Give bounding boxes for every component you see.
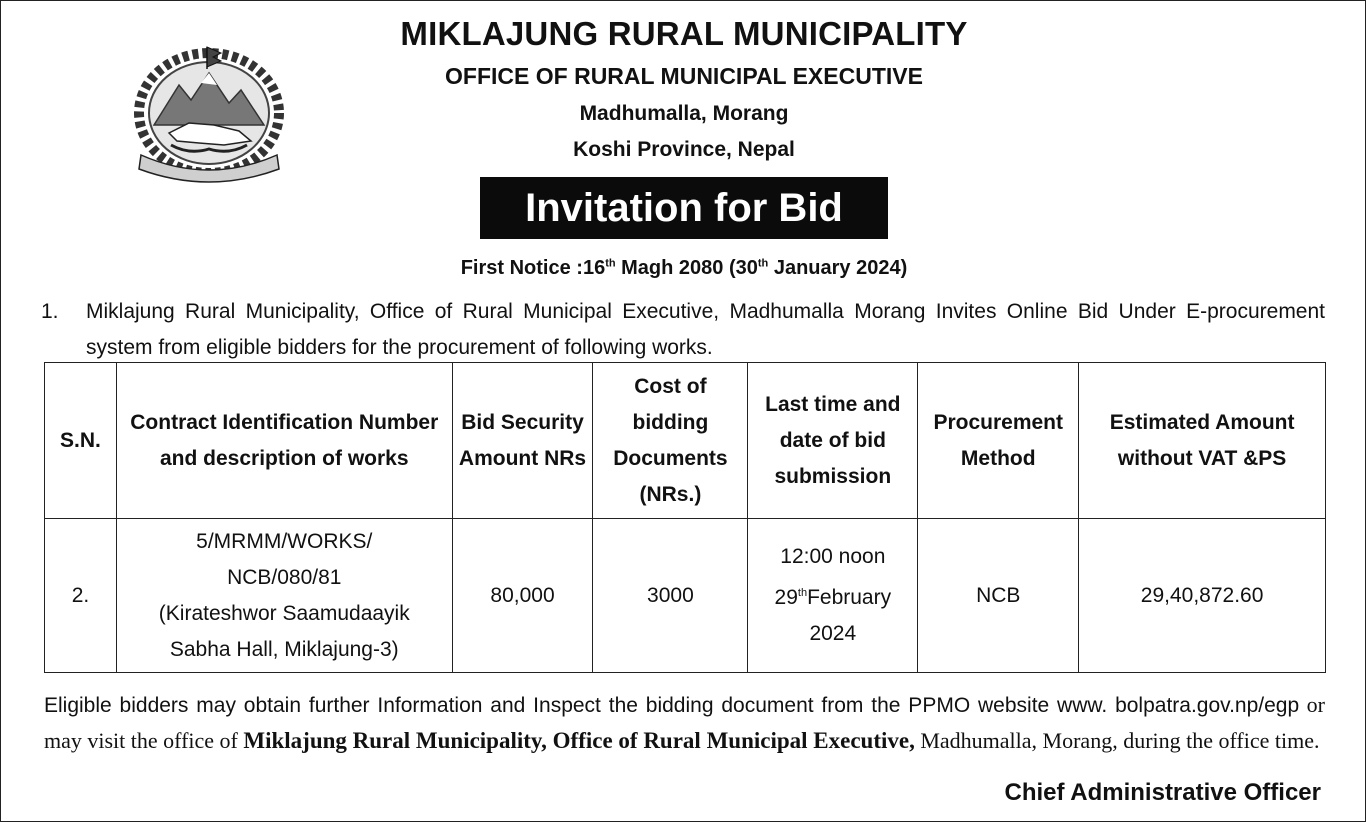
municipality-title: MIKLAJUNG RURAL MUNICIPALITY — [400, 15, 968, 52]
table-row — [45, 519, 1326, 673]
table-header-row — [45, 363, 1326, 519]
intro-paragraph — [41, 294, 1325, 366]
cell-last-time — [748, 519, 918, 673]
bid-table — [44, 362, 1326, 673]
paragraph-text: Miklajung Rural Municipality, Office of Rural Municipal Executive, Madhumalla Morang Invites Online Bid Under E-procurement system from eligible bidders for the procurement of following works. — [86, 300, 1325, 359]
signer-title: Chief Administrative Officer — [1004, 779, 1321, 806]
cell-sn: 2. — [45, 519, 117, 673]
footer-paragraph — [44, 687, 1325, 759]
notice-prefix: First Notice :16 — [460, 257, 606, 279]
header-cost: Cost of bidding Documents (NRs.) — [593, 363, 748, 519]
notice-middle: Magh 2080 (30 — [615, 257, 758, 279]
notice-sup-1: th — [605, 257, 616, 270]
contract-line-1: 5/MRMM/WORKS/ — [196, 529, 373, 553]
notice-suffix: January 2024) — [768, 257, 908, 279]
invitation-banner: Invitation for Bid — [480, 177, 888, 239]
footer-part-3: Madhumalla, Morang, during the office time. — [914, 728, 1320, 753]
contract-line-4: Sabha Hall, Miklajung-3) — [169, 637, 399, 661]
header-last-time: Last time and date of bid submission — [748, 363, 918, 519]
header-sn: S.N. — [45, 363, 117, 519]
header-security: Bid Security Amount NRs — [452, 363, 593, 519]
header-contract: Contract Identification Number and description of works — [116, 363, 452, 519]
header-method: Procurement Method — [918, 363, 1079, 519]
contract-line-2: NCB/080/81 — [227, 565, 342, 589]
date-year: 2024 — [809, 622, 857, 645]
province: Koshi Province, Nepal — [573, 138, 795, 161]
cell-contract — [116, 519, 452, 673]
footer-part-1: Eligible bidders may obtain further Information and Inspect the bidding document from the PPMO website www. bolpatra.gov.np/egp — [44, 694, 1300, 717]
address: Madhumalla, Morang — [579, 102, 789, 125]
date-month: February — [807, 586, 892, 609]
date-sup: th — [797, 587, 808, 599]
notice-sup-2: th — [757, 257, 769, 270]
footer-bold: Miklajung Rural Municipality, Office of Rural Municipal Executive, — [243, 728, 915, 753]
cell-method: NCB — [918, 519, 1079, 673]
footer-part-2: or may visit the office of — [44, 692, 1326, 753]
time-line: 12:00 noon — [780, 545, 886, 568]
contract-line-3: (Kirateshwor Saamudaayik — [158, 601, 410, 625]
header-estimated: Estimated Amount without VAT &PS — [1079, 363, 1326, 519]
header — [301, 11, 1067, 162]
first-notice — [1, 257, 1366, 280]
office-title: OFFICE OF RURAL MUNICIPAL EXECUTIVE — [445, 63, 923, 89]
date-day: 29 — [774, 586, 798, 609]
paragraph-number: 1. — [41, 300, 59, 323]
date-line — [754, 575, 911, 616]
cell-security: 80,000 — [452, 519, 593, 673]
cell-estimated: 29,40,872.60 — [1079, 519, 1326, 673]
nepal-emblem-icon — [129, 45, 289, 185]
cell-cost: 3000 — [593, 519, 748, 673]
